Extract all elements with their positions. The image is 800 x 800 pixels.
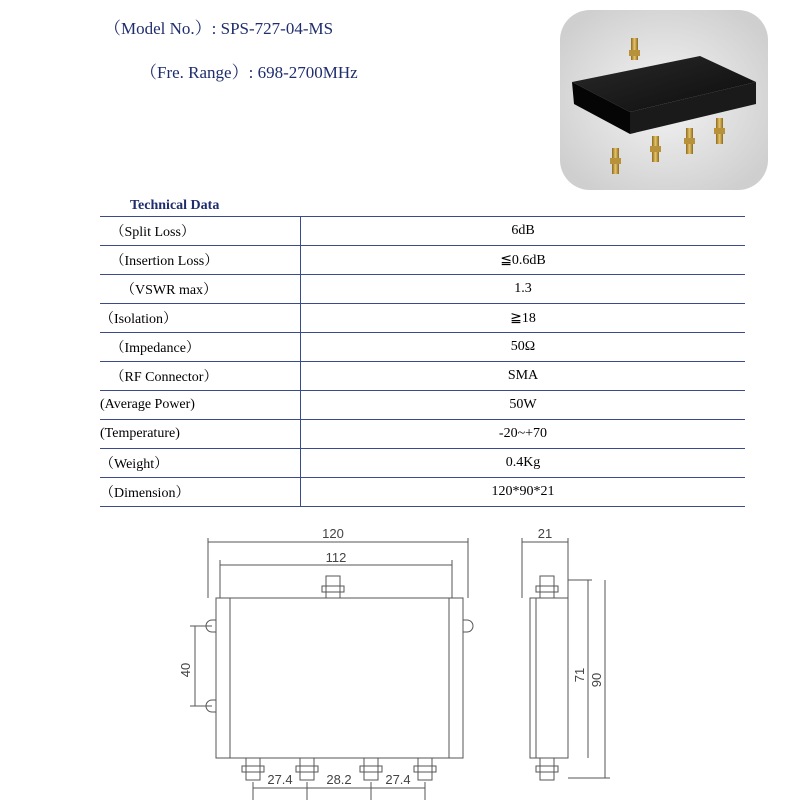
- dim-height-outer: 90: [589, 672, 604, 688]
- spec-row: [100, 304, 745, 333]
- model-number: （Model No.）: SPS-727-04-MS: [104, 19, 334, 38]
- dim-height-inner: 71: [572, 667, 587, 683]
- spec-value: 50Ω: [301, 333, 746, 362]
- spec-row: [100, 478, 745, 507]
- spec-label: （Weight）: [100, 449, 301, 478]
- technical-data-title: Technical Data: [130, 198, 220, 213]
- spec-label: （RF Connector）: [100, 362, 301, 391]
- spec-value: -20~+70: [301, 420, 746, 449]
- spec-row: [100, 275, 745, 304]
- spec-label: （Dimension）: [100, 478, 301, 507]
- dim-thickness: 21: [537, 526, 553, 541]
- product-photo: [560, 10, 768, 190]
- spec-label: （VSWR max）: [100, 275, 301, 304]
- spec-value: 120*90*21: [301, 478, 746, 507]
- spec-value: 50W: [301, 391, 746, 420]
- spec-label: (Average Power): [100, 391, 301, 420]
- spec-row: [100, 217, 745, 246]
- spec-row: [100, 391, 745, 420]
- spec-row: [100, 333, 745, 362]
- dim-spacing-2: 28.2: [326, 772, 352, 787]
- spec-value: SMA: [301, 362, 746, 391]
- frequency-range: （Fre. Range）: 698-2700MHz: [140, 63, 358, 82]
- spec-value: ≦0.6dB: [301, 246, 746, 275]
- spec-row: [100, 449, 745, 478]
- spec-row: [100, 246, 745, 275]
- dim-width-outer: 120: [322, 526, 344, 541]
- spec-label: （Impedance）: [100, 333, 301, 362]
- spec-value: ≧18: [301, 304, 746, 333]
- dimension-drawing: [0, 520, 800, 800]
- spec-label: （Split Loss）: [100, 217, 301, 246]
- spec-label: (Temperature): [100, 420, 301, 449]
- spec-value: 6dB: [301, 217, 746, 246]
- spec-value: 1.3: [301, 275, 746, 304]
- dim-height: 40: [178, 662, 193, 678]
- dim-width-inner: 112: [325, 550, 347, 565]
- spec-label: （Isolation）: [100, 304, 301, 333]
- spec-label: （Insertion Loss）: [100, 246, 301, 275]
- dim-spacing-3: 27.4: [385, 772, 411, 787]
- spec-row: [100, 362, 745, 391]
- dim-spacing-1: 27.4: [267, 772, 293, 787]
- technical-data-table: [100, 216, 745, 507]
- spec-value: 0.4Kg: [301, 449, 746, 478]
- spec-row: [100, 420, 745, 449]
